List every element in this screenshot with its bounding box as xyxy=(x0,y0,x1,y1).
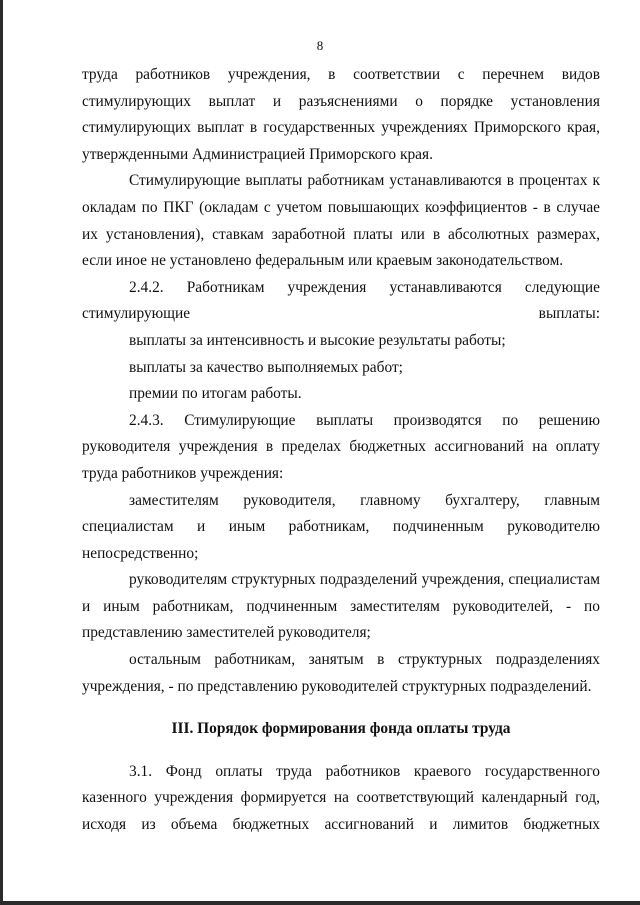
list-item-intensity: выплаты за интенсивность и высокие результаты работы; xyxy=(129,331,506,349)
document-body xyxy=(82,62,600,839)
scan-bottom-border xyxy=(0,901,640,905)
list-item-bonuses: премии по итогам работы. xyxy=(129,385,302,403)
section-heading: III. Порядок формирования фонда оплаты труда xyxy=(171,720,511,738)
list-item-other-workers: остальным работникам, занятым в структурных подразделениях учреждения, - по представлению руководителей структурных подразделений. xyxy=(82,651,600,695)
paragraph-2-4-2: 2.4.2. Работникам учреждения устанавливаются следующие стимулирующие выплаты: xyxy=(82,278,600,323)
paragraph-continuation: труда работников учреждения, в соответствии с перечнем видов стимулирующих выплат и разъяснениями о порядке установления стимулирующих выплат в государственных учреждениях Приморского края, утвержденными Администрацией Приморского края. xyxy=(82,66,600,163)
list-item-division-heads: руководителям структурных подразделений учреждения, специалистам и иным работникам, подчиненным заместителям руководителей, - по представлению заместителей руководителя; xyxy=(82,571,600,642)
page-number: 8 xyxy=(316,38,324,53)
list-item-quality: выплаты за качество выполняемых работ; xyxy=(129,358,403,376)
scan-left-border xyxy=(0,0,3,905)
list-item-deputies: заместителям руководителя, главному бухгалтеру, главным специалистам и иным работникам, подчиненным руководителю непосредственно; xyxy=(82,491,600,562)
paragraph-3-1: 3.1. Фонд оплаты труда работников краевого государственного казенного учреждения формируется на соответствующий календарный год, исходя из объема бюджетных ассигнований и лимитов бюджетных xyxy=(82,762,600,834)
paragraph-2-4-3: 2.4.3. Стимулирующие выплаты производятся по решению руководителя учреждения в пределах бюджетных ассигнований на оплату труда работников учреждения: xyxy=(82,411,600,482)
paragraph-stimulus-rates: Стимулирующие выплаты работникам устанавливаются в процентах к окладам по ПКГ (окладам с учетом повышающих коэффициентов - в случае их установления), ставкам заработной платы или в абсолютных размерах, если иное не установлено федеральным или краевым законодательством. xyxy=(82,172,600,270)
